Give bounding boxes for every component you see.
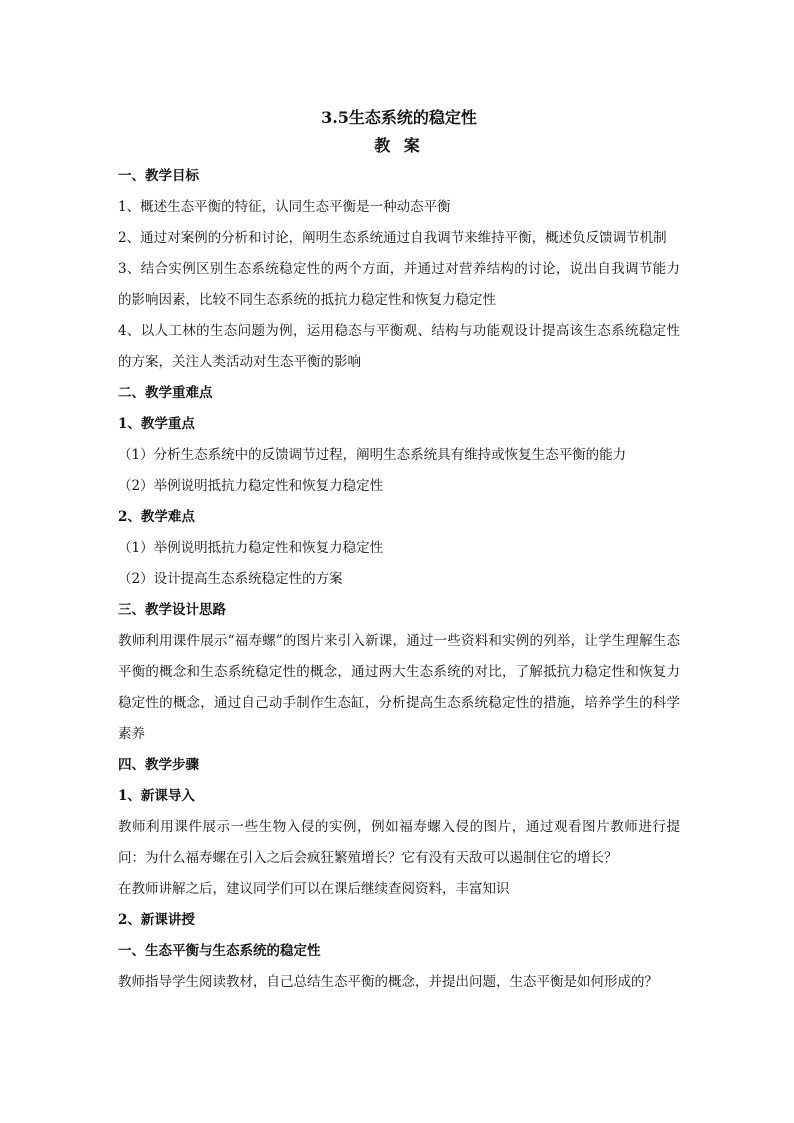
difficult-point-item: （2）设计提高生态系统稳定性的方案 bbox=[118, 571, 343, 587]
key-point-item: （2）举例说明抵抗力稳定性和恢复力稳定性 bbox=[118, 478, 384, 494]
section-heading-objectives: 一、教学目标 bbox=[118, 168, 199, 184]
objective-item: 4、以人工林的生态问题为例，运用稳态与平衡观、结构与功能观设计提高该生态系统稳定性的方案，关注人类活动对生态平衡的影响 bbox=[118, 323, 680, 370]
intro-paragraph: 教师利用课件展示一些生物入侵的实例，例如福寿螺入侵的图片，通过观看图片教师进行提问：为什么福寿螺在引入之后会疯狂繁殖增长？它有没有天敌可以遏制住它的增长？ bbox=[118, 819, 680, 866]
intro-paragraph: 在教师讲解之后，建议同学们可以在课后继续查阅资料，丰富知识 bbox=[118, 881, 510, 897]
objective-item: 2、通过对案例的分析和讨论，阐明生态系统通过自我调节来维持平衡，概述负反馈调节机制 bbox=[118, 230, 667, 246]
subheading-lecture: 2、新课讲授 bbox=[118, 912, 195, 928]
subheading-key-points: 1、教学重点 bbox=[118, 416, 195, 432]
document-body bbox=[118, 104, 680, 998]
section-heading-steps: 四、教学步骤 bbox=[118, 757, 199, 773]
lecture-paragraph: 教师指导学生阅读教材，自己总结生态平衡的概念，并提出问题，生态平衡是如何形成的？ bbox=[118, 974, 658, 990]
subheading-difficult-points: 2、教学难点 bbox=[118, 509, 195, 525]
lecture-topic-heading: 一、生态平衡与生态系统的稳定性 bbox=[118, 943, 321, 959]
document-subtitle: 教 案 bbox=[374, 136, 424, 155]
difficult-point-item: （1）举例说明抵抗力稳定性和恢复力稳定性 bbox=[118, 540, 384, 556]
subheading-intro: 1、新课导入 bbox=[118, 788, 195, 804]
objective-item: 1、概述生态平衡的特征，认同生态平衡是一种动态平衡 bbox=[118, 199, 451, 215]
section-heading-design: 三、教学设计思路 bbox=[118, 602, 226, 618]
design-paragraph: 教师利用课件展示“福寿螺”的图片来引入新课，通过一些资料和实例的列举，让学生理解生态平衡的概念和生态系统稳定性的概念，通过两大生态系统的对比，了解抵抗力稳定性和恢复力稳定性的概念，通过自己动手制作生态缸，分析提高生态系统稳定性的措施，培养学生的科学素养 bbox=[118, 633, 680, 742]
key-point-item: （1）分析生态系统中的反馈调节过程，阐明生态系统具有维持或恢复生态平衡的能力 bbox=[118, 447, 627, 463]
document-title: 3.5生态系统的稳定性 bbox=[321, 108, 477, 127]
section-heading-key-points: 二、教学重难点 bbox=[118, 385, 213, 401]
objective-item: 3、结合实例区别生态系统稳定性的两个方面，并通过对营养结构的讨论，说出自我调节能力的影响因素，比较不同生态系统的抵抗力稳定性和恢复力稳定性 bbox=[118, 261, 680, 308]
